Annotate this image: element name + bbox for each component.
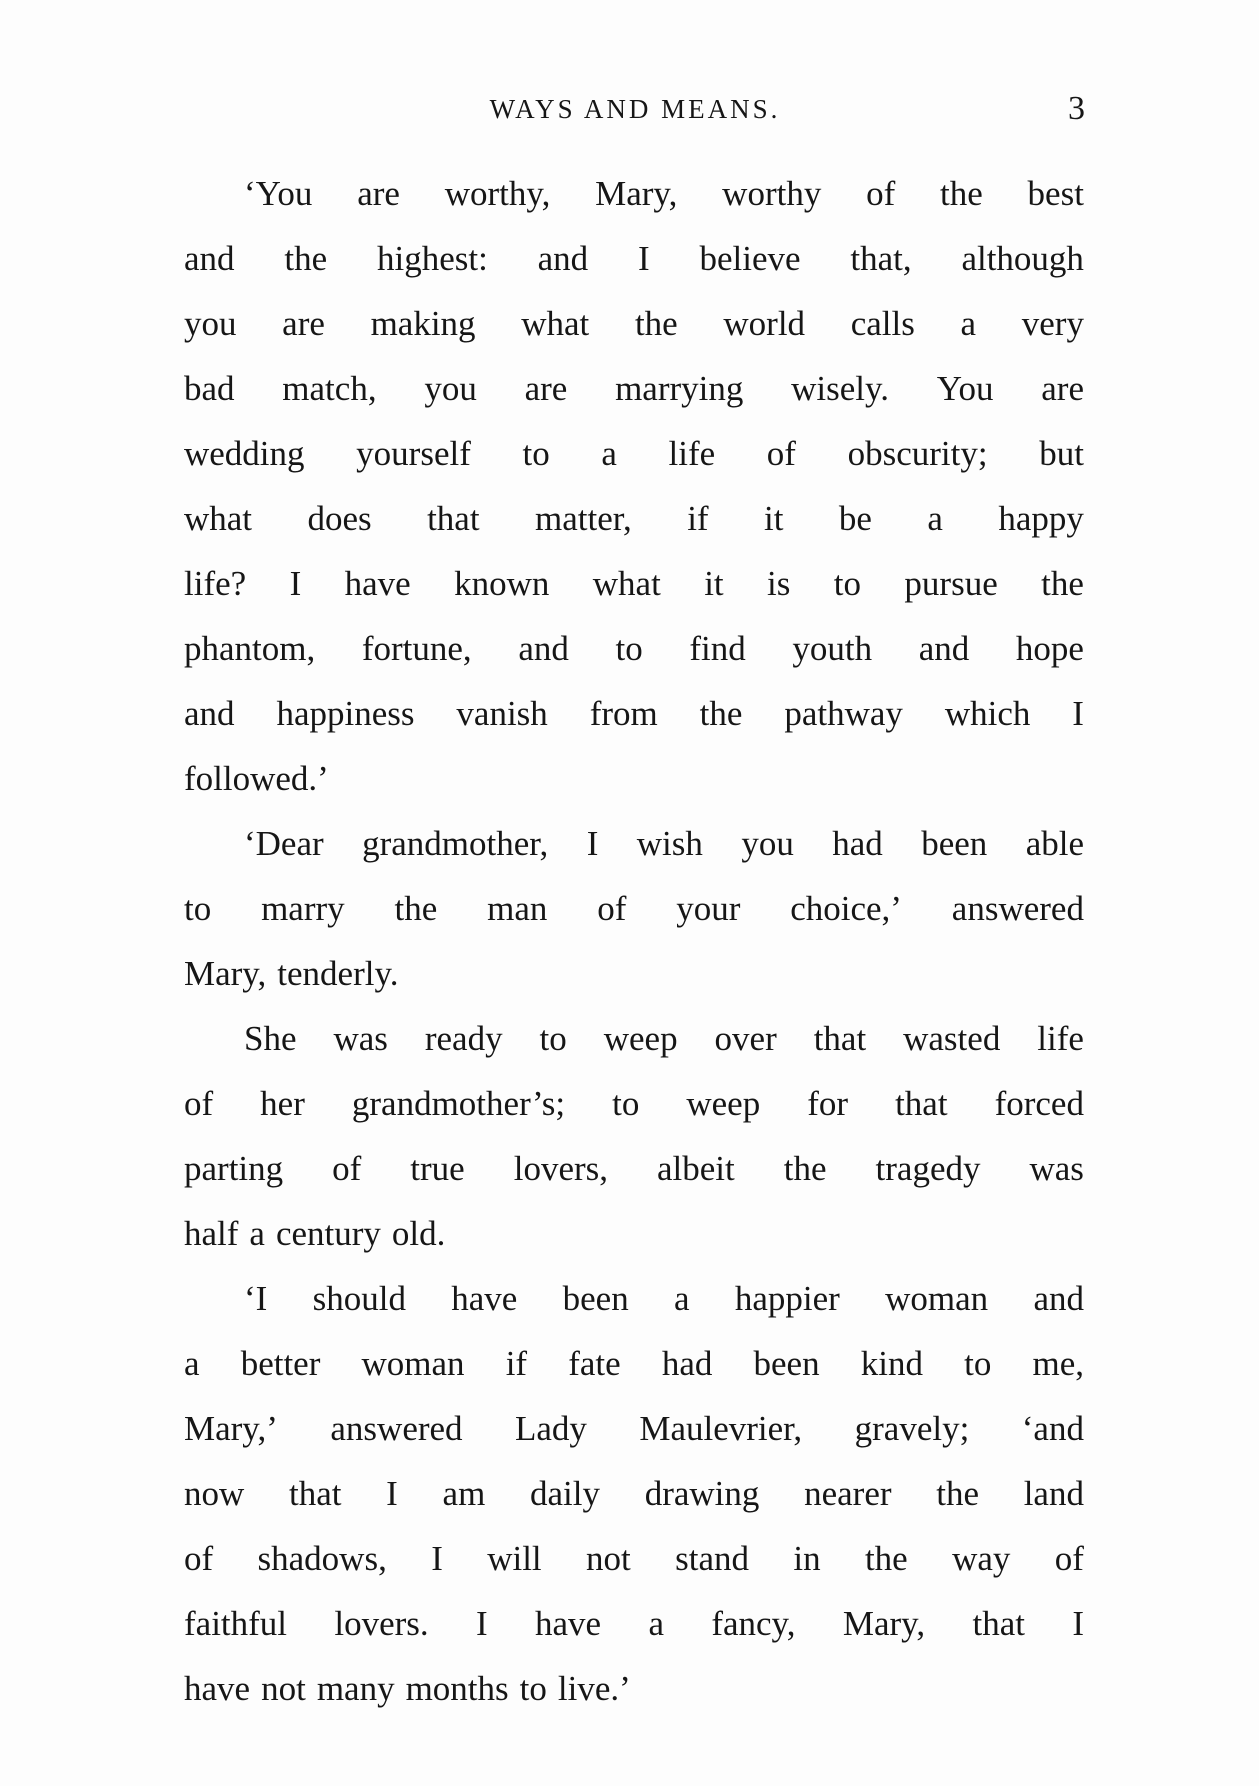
- word: faithful: [184, 1604, 288, 1643]
- word: wisely.: [791, 369, 889, 408]
- word: grandmother,: [362, 824, 549, 863]
- body-text: [184, 174, 1084, 1734]
- word: it: [704, 564, 724, 603]
- text-line: [184, 694, 1084, 759]
- word: I: [1072, 1604, 1084, 1643]
- word: a: [648, 1604, 664, 1643]
- text-line: [184, 434, 1084, 499]
- word: life: [668, 434, 716, 473]
- word: You: [936, 369, 994, 408]
- word: to: [522, 434, 550, 473]
- word: Mary,: [595, 174, 678, 213]
- word: life?: [184, 564, 247, 603]
- word: fate: [568, 1344, 621, 1383]
- word: grandmother’s;: [351, 1084, 566, 1123]
- word: what: [521, 304, 590, 343]
- running-title: WAYS AND MEANS.: [489, 94, 781, 124]
- text-line: [184, 1539, 1084, 1604]
- word: world: [723, 304, 806, 343]
- word: that: [895, 1084, 948, 1123]
- word: is: [767, 564, 791, 603]
- word: a: [674, 1279, 690, 1318]
- word: the: [394, 889, 438, 928]
- word: live.’: [557, 1669, 631, 1708]
- word: Mary,: [842, 1604, 926, 1643]
- word: kind: [860, 1344, 923, 1383]
- word: forced: [994, 1084, 1084, 1123]
- word: very: [1021, 304, 1084, 343]
- word: albeit: [657, 1149, 735, 1188]
- word: better: [240, 1344, 321, 1383]
- word: drawing: [644, 1474, 760, 1513]
- word: of: [184, 1539, 214, 1578]
- word: that: [813, 1019, 867, 1058]
- word: had: [661, 1344, 713, 1383]
- word: fancy,: [711, 1604, 796, 1643]
- word: weep: [603, 1019, 678, 1058]
- word: a: [249, 1214, 265, 1253]
- word: have: [535, 1604, 602, 1643]
- word: are: [282, 304, 325, 343]
- word: to: [612, 1084, 640, 1123]
- word: answered: [951, 889, 1084, 928]
- word: her: [260, 1084, 305, 1123]
- word: what: [184, 499, 253, 538]
- word: Maulevrier,: [639, 1409, 803, 1448]
- text-line: [184, 174, 1084, 239]
- word: if: [687, 499, 709, 538]
- word: bad: [184, 369, 235, 408]
- word: of: [1054, 1539, 1084, 1578]
- text-line: [184, 304, 1084, 369]
- word: gravely;: [854, 1409, 970, 1448]
- word: daily: [530, 1474, 600, 1513]
- word: known: [454, 564, 550, 603]
- word: ‘Dear: [244, 824, 324, 863]
- text-line: [184, 1409, 1084, 1474]
- word: not: [586, 1539, 631, 1578]
- word: many: [316, 1669, 395, 1708]
- text-line: [184, 1669, 1084, 1734]
- word: the: [634, 304, 678, 343]
- word: marrying: [615, 369, 744, 408]
- word: best: [1027, 174, 1084, 213]
- word: and: [184, 239, 235, 278]
- word: that,: [850, 239, 912, 278]
- word: worthy: [722, 174, 822, 213]
- word: and: [537, 239, 589, 278]
- word: and: [184, 694, 235, 733]
- word: old.: [391, 1214, 446, 1253]
- word: to: [519, 1669, 547, 1708]
- word: youth: [792, 629, 873, 668]
- word: and: [918, 629, 970, 668]
- word: to: [615, 629, 643, 668]
- word: stand: [675, 1539, 749, 1578]
- word: if: [505, 1344, 528, 1383]
- word: are: [357, 174, 400, 213]
- word: marry: [261, 889, 345, 928]
- word: of: [766, 434, 796, 473]
- word: shadows,: [257, 1539, 387, 1578]
- word: was: [1029, 1149, 1084, 1188]
- word: wish: [636, 824, 703, 863]
- word: lovers.: [334, 1604, 429, 1643]
- text-line: [184, 499, 1084, 564]
- word: have: [451, 1279, 518, 1318]
- word: the: [864, 1539, 908, 1578]
- word: happy: [998, 499, 1084, 538]
- word: way: [952, 1539, 1011, 1578]
- text-line: [184, 239, 1084, 304]
- word: from: [589, 694, 658, 733]
- word: ‘and: [1021, 1409, 1084, 1448]
- word: happiness: [276, 694, 415, 733]
- word: pursue: [904, 564, 998, 603]
- word: I: [386, 1474, 398, 1513]
- word: answered: [330, 1409, 463, 1448]
- word: the: [1041, 564, 1084, 603]
- word: She: [244, 1019, 297, 1058]
- word: that: [288, 1474, 342, 1513]
- word: find: [689, 629, 746, 668]
- word: does: [307, 499, 372, 538]
- word: able: [1025, 824, 1084, 863]
- word: worthy,: [444, 174, 551, 213]
- running-head: [185, 90, 1085, 134]
- word: are: [524, 369, 568, 408]
- word: your: [676, 889, 741, 928]
- word: not: [261, 1669, 306, 1708]
- word: weep: [686, 1084, 761, 1123]
- word: was: [333, 1019, 388, 1058]
- word: the: [699, 694, 743, 733]
- word: have: [184, 1669, 251, 1708]
- text-line: [184, 1344, 1084, 1409]
- word: woman: [885, 1279, 989, 1318]
- word: followed.’: [184, 759, 329, 798]
- word: wedding: [184, 434, 305, 473]
- word: calls: [850, 304, 915, 343]
- word: parting: [184, 1149, 284, 1188]
- word: man: [487, 889, 548, 928]
- word: century: [275, 1214, 381, 1253]
- word: ‘I: [244, 1279, 268, 1318]
- word: a: [184, 1344, 200, 1383]
- word: over: [714, 1019, 777, 1058]
- word: what: [592, 564, 661, 603]
- text-line: [184, 1604, 1084, 1669]
- word: been: [562, 1279, 629, 1318]
- word: am: [442, 1474, 486, 1513]
- word: now: [184, 1474, 245, 1513]
- text-line: [184, 824, 1084, 889]
- word: of: [184, 1084, 214, 1123]
- word: ‘You: [244, 174, 313, 213]
- word: match,: [282, 369, 377, 408]
- word: although: [961, 239, 1084, 278]
- word: yourself: [356, 434, 471, 473]
- text-line: [184, 564, 1084, 629]
- text-line: [184, 1279, 1084, 1344]
- word: I: [586, 824, 599, 863]
- word: should: [312, 1279, 406, 1318]
- word: land: [1023, 1474, 1084, 1513]
- word: believe: [699, 239, 801, 278]
- word: I: [476, 1604, 488, 1643]
- text-line: [184, 954, 1084, 1019]
- word: of: [866, 174, 896, 213]
- word: that: [427, 499, 480, 538]
- word: of: [332, 1149, 362, 1188]
- word: the: [936, 1474, 979, 1513]
- word: I: [431, 1539, 443, 1578]
- word: I: [289, 564, 302, 603]
- word: Mary,: [184, 954, 267, 993]
- word: lovers,: [513, 1149, 609, 1188]
- text-line: [184, 1019, 1084, 1084]
- word: to: [539, 1019, 567, 1058]
- word: for: [807, 1084, 849, 1123]
- word: making: [370, 304, 476, 343]
- text-line: [184, 1149, 1084, 1214]
- text-line: [184, 1474, 1084, 1539]
- text-line: [184, 759, 1084, 824]
- text-line: [184, 369, 1084, 434]
- word: to: [184, 889, 212, 928]
- word: nearer: [804, 1474, 892, 1513]
- word: highest:: [376, 239, 488, 278]
- word: you: [741, 824, 794, 863]
- word: choice,’: [790, 889, 902, 928]
- word: life: [1037, 1019, 1084, 1058]
- word: and: [518, 629, 569, 668]
- word: been: [921, 824, 988, 863]
- word: but: [1039, 434, 1084, 473]
- text-line: [184, 629, 1084, 694]
- word: you: [424, 369, 477, 408]
- word: I: [638, 239, 650, 278]
- word: will: [487, 1539, 542, 1578]
- word: wasted: [903, 1019, 1001, 1058]
- word: ready: [424, 1019, 503, 1058]
- word: phantom,: [184, 629, 316, 668]
- word: and: [1033, 1279, 1084, 1318]
- word: vanish: [456, 694, 548, 733]
- word: hope: [1015, 629, 1084, 668]
- word: you: [184, 304, 237, 343]
- word: fortune,: [361, 629, 472, 668]
- word: to: [964, 1344, 992, 1383]
- word: been: [753, 1344, 820, 1383]
- word: obscurity;: [847, 434, 988, 473]
- word: to: [833, 564, 862, 603]
- word: in: [793, 1539, 821, 1578]
- word: a: [927, 499, 943, 538]
- word: Lady: [514, 1409, 587, 1448]
- word: the: [284, 239, 328, 278]
- word: it: [764, 499, 784, 538]
- text-line: [184, 1214, 1084, 1279]
- word: a: [960, 304, 977, 343]
- word: have: [344, 564, 411, 603]
- word: of: [597, 889, 627, 928]
- word: which: [944, 694, 1031, 733]
- word: me,: [1032, 1344, 1084, 1383]
- word: the: [940, 174, 983, 213]
- word: tragedy: [875, 1149, 981, 1188]
- word: half: [184, 1214, 239, 1253]
- word: a: [601, 434, 617, 473]
- text-line: [184, 1084, 1084, 1149]
- word: had: [832, 824, 883, 863]
- word: the: [783, 1149, 827, 1188]
- word: months: [405, 1669, 509, 1708]
- word: true: [410, 1149, 465, 1188]
- text-line: [184, 889, 1084, 954]
- word: tenderly.: [277, 954, 399, 993]
- word: I: [1072, 694, 1084, 733]
- word: pathway: [784, 694, 903, 733]
- word: Mary,’: [184, 1409, 278, 1448]
- word: happier: [734, 1279, 840, 1318]
- page-number: 3: [1068, 90, 1085, 127]
- word: woman: [361, 1344, 465, 1383]
- word: be: [838, 499, 872, 538]
- word: are: [1041, 369, 1084, 408]
- word: that: [972, 1604, 1025, 1643]
- word: matter,: [535, 499, 632, 538]
